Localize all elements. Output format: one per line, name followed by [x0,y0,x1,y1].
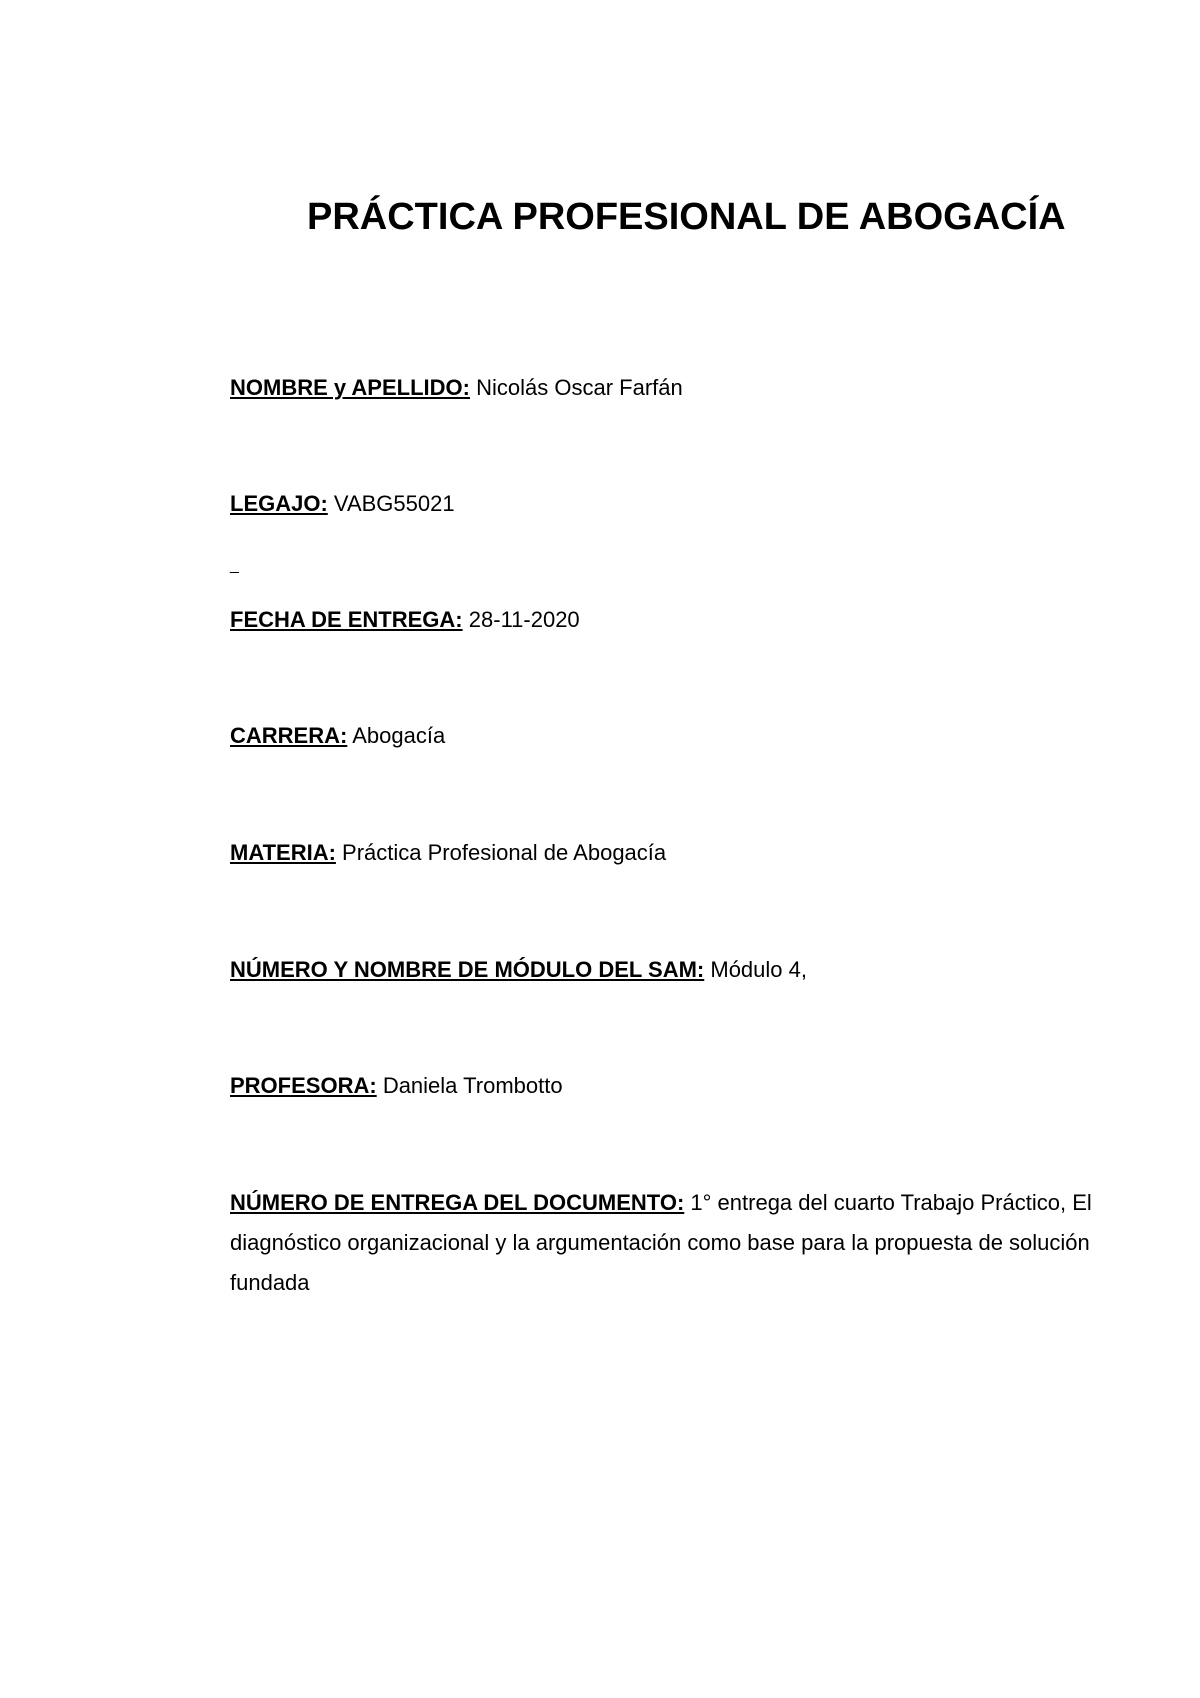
field-modulo [230,950,807,990]
field-modulo-label: NÚMERO Y NOMBRE DE MÓDULO DEL SAM: [230,957,705,982]
field-profesora-value: Daniela Trombotto [382,1073,563,1098]
field-fecha-value: 28-11-2020 [468,607,580,632]
field-materia-label: MATERIA: [230,840,336,865]
field-carrera-value: Abogacía [352,723,446,748]
document-title: PRÁCTICA PROFESIONAL DE ABOGACÍA [307,196,1066,238]
field-nombre-label: NOMBRE y APELLIDO: [230,375,470,400]
field-numero-entrega-label: NÚMERO DE ENTREGA DEL DOCUMENTO: [230,1190,685,1215]
field-nombre [230,368,683,408]
field-carrera-label: CARRERA: [230,723,348,748]
field-fecha [230,600,580,640]
field-modulo-value: Módulo 4, [710,957,807,982]
field-profesora-label: PROFESORA: [230,1073,377,1098]
field-fecha-label: FECHA DE ENTREGA: [230,607,463,632]
field-nombre-value: Nicolás Oscar Farfán [476,375,683,400]
field-legajo-value: VABG55021 [333,491,455,516]
field-materia-value: Práctica Profesional de Abogacía [342,840,667,865]
separator-mark: _ [230,557,239,574]
field-legajo-label: LEGAJO: [230,491,328,516]
field-legajo [230,484,455,524]
field-numero-entrega-value: 1° entrega del cuarto Trabajo Práctico, El diagnóstico organizacional y la argumentación como base para la propuesta de solución fundada [230,1190,1092,1295]
field-profesora [230,1066,563,1106]
field-numero-entrega [230,1183,1110,1303]
field-carrera [230,716,445,756]
field-materia [230,833,666,873]
